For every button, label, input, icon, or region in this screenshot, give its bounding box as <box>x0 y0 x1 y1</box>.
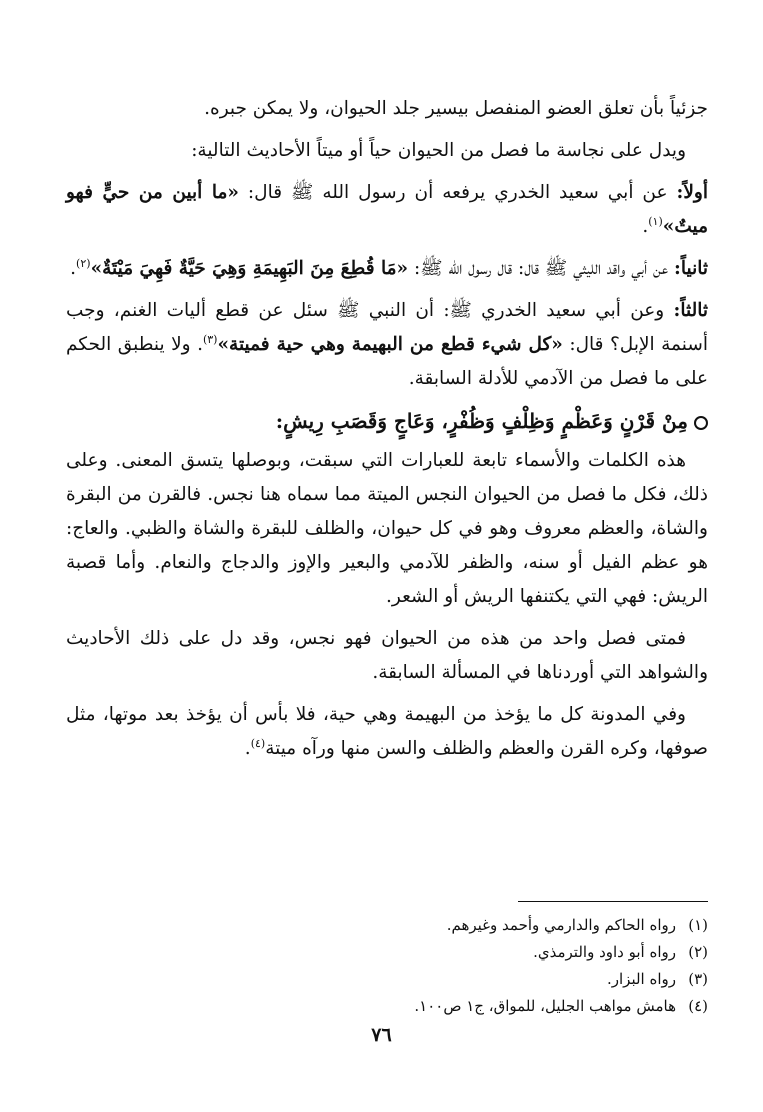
footnote-number: (١) <box>688 916 708 934</box>
paragraph-6-ref: (٤) <box>250 736 266 750</box>
hadith-3-label: ثالثاً: <box>673 300 708 321</box>
footnote-item <box>288 966 708 993</box>
paragraph-6-end: . <box>244 738 251 759</box>
hadith-3-after: . ولا ينطبق الحكم على ما فصل من الآدمي للأدلة السابقة. <box>66 334 708 389</box>
hadith-3 <box>66 294 708 396</box>
paragraph-6 <box>66 698 708 766</box>
paragraph-1: جزئياً بأن تعلق العضو المنفصل بيسير جلد الحيوان، ولا يمكن جبره. <box>204 98 708 119</box>
footnote-text: رواه أبو داود والترمذي. <box>533 943 676 961</box>
hadith-2-label: ثانياً: <box>674 258 708 279</box>
footnote-text: رواه الحاكم والدارمي وأحمد وغيرهم. <box>446 916 676 934</box>
footnote-item <box>288 939 708 966</box>
hadith-2-text: عن أبي واقد الليثي ﷺ قال: قال رسول الله ﷺ: <box>413 258 669 279</box>
hadith-2-ref: (٢) <box>76 256 91 270</box>
section-heading <box>66 404 708 438</box>
section-heading-text: مِنْ قَرْنٍ وَعَظْمٍ وَظِلْفٍ وَظُفْرٍ، وَعَاجٍ وَقَصَبِ رِيشٍ: <box>275 409 688 433</box>
paragraph-6-text: وفي المدونة كل ما يؤخذ من البهيمة وهي حية، فلا بأس أن يؤخذ بعد موتها، مثل صوفها، وكره القرن والعظم والظلف والسن منها ورآه ميتة <box>66 704 708 759</box>
footnote-item <box>288 912 708 939</box>
hadith-3-quote: «كل شيء قطع من البهيمة وهي حية فميتة» <box>217 334 563 355</box>
page-number: ٧٦ <box>371 1024 392 1046</box>
page-body <box>66 92 708 774</box>
footnote-number: (٢) <box>688 943 708 961</box>
paragraph-2: ويدل على نجاسة ما فصل من الحيوان حياً أو ميتاً الأحاديث التالية: <box>191 140 686 161</box>
hadith-1-label: أولاً: <box>676 182 708 203</box>
paragraph-4: هذه الكلمات والأسماء تابعة للعبارات التي سبقت، وبوصلها يتسق المعنى. وعلى ذلك، فكل ما فصل من الحيوان النجس الميتة مما سماه هنا نجس. فالقرن من البقرة والشاة، والعظم معروف وهو في كل حيوان، والظلف للبقرة والشاة والظبي. والعاج: هو عظم الفيل أو سنه، والظفر للآدمي والبعير والإوز والدجاج والنعام. وأما قصبة الريش: فهي التي يكتنفها الريش أو الشعر. <box>66 450 708 607</box>
hadith-2-quote: «مَا قُطِعَ مِنَ البَهِيمَةِ وَهِيَ حَيَّةٌ فَهِيَ مَيْتَةٌ» <box>90 258 409 279</box>
footnote-number: (٤) <box>688 997 708 1015</box>
hadith-3-ref: (٣) <box>202 332 218 346</box>
hadith-3-text: وعن أبي سعيد الخدري ﷺ: أن النبي ﷺ سئل عن قطع أليات الغنم، وجب أسنمة الإبل؟ قال: <box>66 300 708 355</box>
hadith-1-ref: (١) <box>648 214 663 228</box>
hadith-1-text: عن أبي سعيد الخدري يرفعه أن رسول الله ﷺ قال: <box>247 182 668 203</box>
footnote-text: رواه البزار. <box>606 970 676 988</box>
footnote-text: هامش مواهب الجليل، للمواق، ج١ ص١٠٠. <box>414 997 676 1015</box>
footnote-item <box>288 993 708 1020</box>
hadith-1-quote: «ما أبين من حيٍّ فهو ميتٌ» <box>66 182 708 237</box>
footnotes <box>288 912 708 1020</box>
paragraph-5: فمتى فصل واحد من هذه من الحيوان فهو نجس، وقد دل على ذلك الأحاديث والشواهد التي أوردناها في المسألة السابقة. <box>66 628 708 683</box>
footnote-divider <box>518 901 708 902</box>
footnote-number: (٣) <box>688 970 708 988</box>
hadith-2: ثانياً: عن أبي واقد الليثي ﷺ قال: قال رسول الله ﷺ: «مَا قُطِعَ مِنَ البَهِيمَةِ وَهِيَ حَيَّةٌ فَهِيَ مَيْتَةٌ»$^{(٢)}$. <box>70 256 708 279</box>
hadith-1: أولاً: عن أبي سعيد الخدري يرفعه أن رسول الله ﷺ قال: «ما أبين من حيٍّ فهو ميتٌ»$^{(١)}$. <box>66 182 708 237</box>
bullet-circle-icon <box>694 416 708 430</box>
